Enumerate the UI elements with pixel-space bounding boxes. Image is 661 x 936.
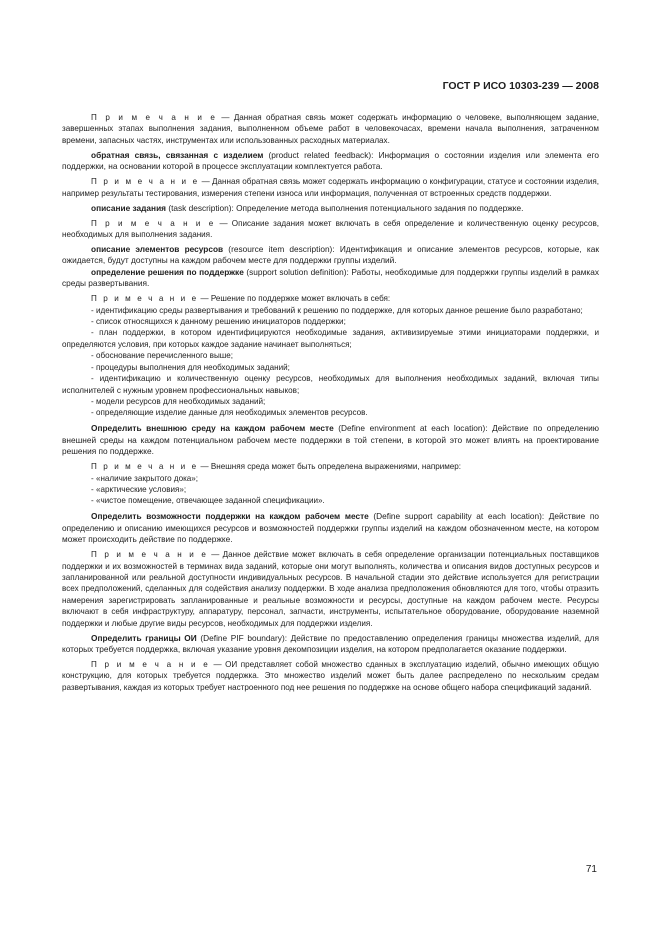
definition-text: (Define environment at each location): Действие по определению внешней среды на каждом потенциальном рабочем месте поддержки в той степени, в которой это может влиять на проектирование решения по поддержке. — [62, 423, 599, 457]
list-item: - процедуры выполнения для необходимых заданий; — [91, 362, 290, 372]
definition-paragraph — [62, 150, 599, 173]
list-item: - список относящихся к данному решению инициаторов поддержки; — [91, 317, 346, 327]
definition-text: (product related feedback): Информация о состоянии изделия или элемента его поддержки, на основании которой в процессе эксплуатации комплектуется работа. — [62, 149, 600, 172]
definition-paragraph — [62, 423, 599, 457]
note-label: П р и м е ч а н и е — [91, 113, 218, 122]
note-paragraph — [62, 218, 599, 241]
definition-text: (support solution definition): Работы, необходимые для поддержки группы изделий в рамках среды развертывания. — [62, 266, 599, 289]
list-item: - «чистое помещение, отвечающее заданной спецификации». — [91, 496, 325, 506]
term: Определить внешнюю среду на каждом рабочем месте — [91, 423, 334, 434]
definition-text: (task description): Определение метода выполнения потенциального задания по поддержке. — [166, 202, 524, 213]
note-label: П р и м е ч а н и е — [91, 550, 208, 560]
list-item: - идентификацию среды развертывания и требований к решению по поддержке, для которых данное решение было разработано; — [91, 305, 583, 315]
note-paragraph — [62, 176, 599, 199]
list-item: - модели ресурсов для необходимых заданий; — [91, 396, 266, 406]
list-item: - идентификацию и количественную оценку ресурсов, необходимых для выполнения необходимых заданий, включая типы исполнителей с нужным уровнем профессиональных навыков; — [62, 374, 599, 395]
document-body — [62, 112, 599, 697]
definition-paragraph — [62, 511, 599, 545]
note-label: П р и м е ч а н и е — [91, 462, 199, 472]
note-label: П р и м е ч а н и е — [91, 218, 216, 228]
note-text: — Описание задания может включать в себя определение и количественную оценку ресурсов, необходимых для выполнения задания. — [62, 218, 599, 240]
note-paragraph — [62, 549, 599, 629]
note-paragraph — [62, 112, 599, 146]
note-text: — Решение по поддержке может включать в себя: — [200, 294, 391, 304]
term: описание элементов ресурсов — [91, 244, 224, 255]
note-paragraph — [62, 293, 599, 304]
definition-text: (Define support capability at each location): Действие по определению и описанию имеющихся ресурсов и возможностей поддержки группы изделий на каждом обозначенном месте, на котором может происходить действие по поддержке. — [62, 511, 599, 545]
definition-paragraph — [62, 267, 599, 290]
note-text: — Внешняя среда может быть определена выражениями, например: — [200, 462, 462, 472]
note-text: — Данная обратная связь может содержать информацию о конфигурации, статусе и состоянии изделия, например результаты тестирования, измерения степени износа или информация, полученная от встроенных средств поддержки. — [62, 177, 599, 198]
note-text: — ОИ представляет собой множество сданных в эксплуатацию изделий, обычно имеющих общую конструкцию, для которых требуется поддержка. Это множество изделий может быть далее распределено по нескольким средам развертывания, каждая из которых требует настроенного под нее решения по поддержке на основе общего набора спецификаций заданий. — [62, 660, 599, 692]
term: описание задания — [91, 202, 167, 213]
note-text: — Данная обратная связь может содержать информацию о человеке, выполняющем задание, завершенных этапах выполнения задания, выполненном объеме работ в человекочасах, времени начала выполнения, затраченном времени, запасных частях, инструментах или использованных расходных материалах. — [62, 113, 599, 145]
definition-text: (resource item description): Идентификация и описание элементов ресурсов, которые, как ожидается, будут доступны на каждом рабочем месте для поддержки группы изделий. — [62, 244, 599, 266]
note-text: — Данное действие может включать в себя определение организации потенциальных поставщиков поддержки и их возможностей в терминах вида заданий, которые они могут выполнять, количества и описания видов доступных ресурсов и запланированной или реальной доступности индивидуальных ресурсов. В начальной стадии это действие используется для регистрации всех предположений, сделанных для содействия анализу поддержки. В ходе анализа предположения обновляются для того, чтобы отразить намерения зарегистрировать запланированные и реальные возможности и ресурсы, доступные на каждом рабочем месте. Ресурсы включают в себя инфраструктуру, аппаратуру, персонал, запчасти, инструменты, испытательное оборудование, оборудование наземной поддержки и любые другие виды ресурсов, необходимых для поддержки изделия. — [62, 550, 599, 628]
note-paragraph — [62, 461, 599, 472]
definition-text: (Define PIF boundary): Действие по предоставлению определения границы множества изделий, для которых требуется поддержка, включая указание уровня декомпозиции изделия, на котором предполагается оказание поддержки. — [62, 632, 599, 654]
list-item: - «арктические условия»; — [91, 484, 187, 494]
note-label: П р и м е ч а н и е — [91, 177, 200, 187]
definition-paragraph — [62, 633, 599, 656]
list-item: - план поддержки, в котором идентифицируются необходимые задания, активизируемые этими инициаторами поддержки, и определяются условия, при которых каждое задание начинает выполняться; — [62, 328, 599, 349]
term: Определить границы ОИ — [91, 632, 197, 643]
page-number: 71 — [585, 864, 597, 875]
term: обратная связь, связанная с изделием — [91, 149, 264, 160]
document-header: ГОСТ Р ИСО 10303-239 — 2008 — [442, 80, 599, 92]
term: Определить возможности поддержки на каждом рабочем месте — [91, 511, 369, 522]
list-item: - обоснование перечисленного выше; — [91, 351, 234, 361]
note-label: П р и м е ч а н и е — [91, 294, 199, 304]
note-paragraph — [62, 659, 599, 693]
definition-paragraph — [62, 244, 599, 267]
term: определение решения по поддержке — [91, 266, 244, 277]
definition-paragraph — [62, 203, 599, 214]
list-item: - «наличие закрытого дока»; — [91, 473, 199, 483]
note-label: П р и м е ч а н и е — [91, 660, 210, 669]
list-item: - определяющие изделие данные для необходимых элементов ресурсов. — [91, 408, 368, 418]
